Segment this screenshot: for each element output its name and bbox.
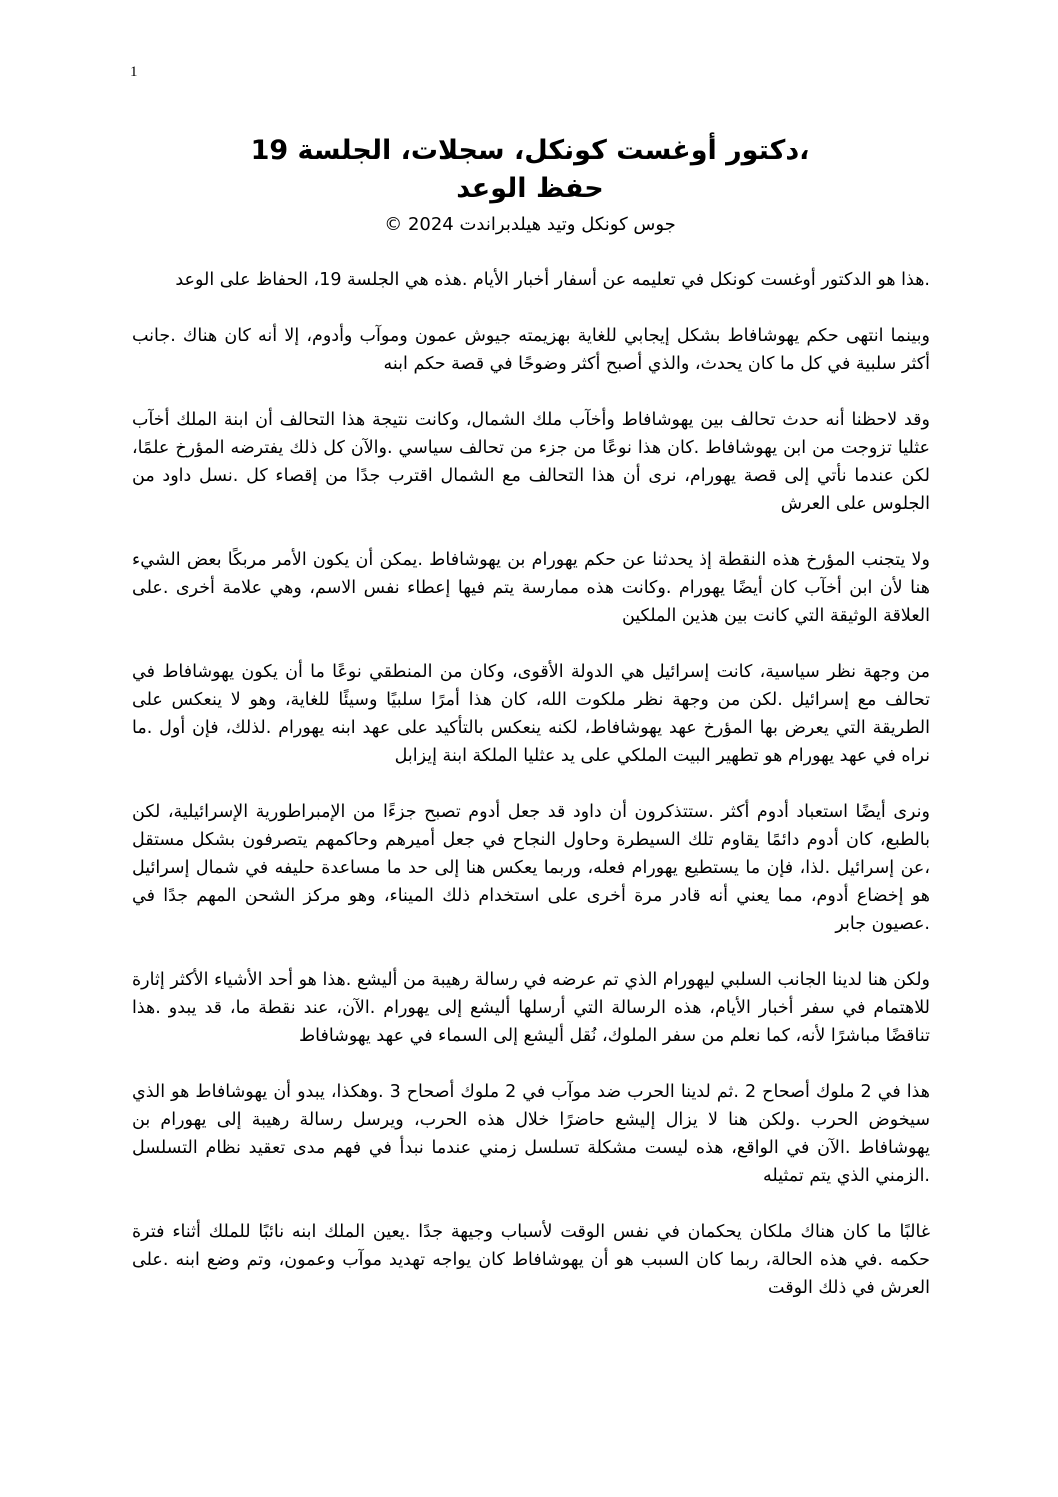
- title-block: [130, 132, 930, 240]
- document-body: [132, 266, 930, 1330]
- paragraph: وبينما انتهى حكم يهوشافاط بشكل إيجابي للغاية بهزيمته جيوش عمون وموآب وأدوم، إلا أنه كان هناك .جانب أكثر سلبية في كل ما كان يحدث، والذي أصبح أكثر وضوحًا في قصة حكم ابنه: [132, 326, 930, 374]
- paragraph: ونرى أيضًا استعباد أدوم أكثر .ستتذكرون أن داود قد جعل أدوم تصبح جزءًا من الإمبراطورية الإسرائيلية، لكن بالطبع، كان أدوم دائمًا يقاوم تلك السيطرة وحاول النجاح في جعل أميرهم وحاكمهم يتصرفون بشكل مستقل ،عن إسرائيل .لذا، فإن ما يستطيع يهورام فعله، وربما يعكس هنا إلى حد ما مساعدة حليفه في شمال إسرائيل هو إخضاع أدوم، مما يعني أنه قادر مرة أخرى على استخدام ذلك الميناء، وهو مركز الشحن المهم جدًا في .عصيون جابر: [132, 802, 930, 934]
- paragraph: ولكن هنا لدينا الجانب السلبي ليهورام الذي تم عرضه في رسالة رهيبة من أليشع .هذا هو أحد الأشياء الأكثر إثارة للاهتمام في سفر أخبار الأيام، هذه الرسالة التي أرسلها أليشع إلى يهورام .الآن، عند نقطة ما، قد يبدو .هذا تناقضًا مباشرًا لأنه، كما نعلم من سفر الملوك، نُقل أليشع إلى السماء في عهد يهوشافاط: [132, 970, 930, 1046]
- paragraph: ولا يتجنب المؤرخ هذه النقطة إذ يحدثنا عن حكم يهورام بن يهوشافاط .يمكن أن يكون الأمر مربكًا بعض الشيء هنا لأن ابن أخآب كان أيضًا يهورام .وكانت هذه ممارسة يتم فيها إعطاء نفس الاسم، وهي علامة أخرى .على العلاقة الوثيقة التي كانت بين هذين الملكين: [132, 550, 930, 626]
- paragraph: وقد لاحظنا أنه حدث تحالف بين يهوشافاط وأخآب ملك الشمال، وكانت نتيجة هذا التحالف أن ابنة الملك أخآب عثليا تزوجت من ابن يهوشافاط .كان هذا نوعًا من جزء من تحالف سياسي .والآن كل ذلك يفترضه المؤرخ علمًا، لكن عندما نأتي إلى قصة يهورام، نرى أن هذا التحالف مع الشمال اقترب جدًا من إقصاء كل .نسل داود من الجلوس على العرش: [132, 410, 930, 514]
- copyright-line: جوس كونكل وتيد هيلدبراندت 2024 ©: [384, 214, 676, 235]
- page-number: 1: [130, 64, 138, 80]
- paragraph: .هذا هو الدكتور أوغست كونكل في تعليمه عن أسفار أخبار الأيام .هذه هي الجلسة 19، الحفاظ على الوعد: [175, 270, 930, 290]
- document-title-line-1: ،دكتور أوغست كونكل، سجلات، الجلسة 19: [250, 135, 810, 166]
- paragraph: هذا في 2 ملوك أصحاح 2 .ثم لدينا الحرب ضد موآب في 2 ملوك أصحاح 3 .وهكذا، يبدو أن يهوشافاط هو الذي سيخوض الحرب .ولكن هنا لا يزال إليشع حاضرًا خلال هذه الحرب، ويرسل رسالة رهيبة إلى يهورام بن يهوشافاط .الآن في الواقع، هذه ليست مشكلة تسلسل زمني عندما نبدأ في فهم مدى تعقيد نظام التسلسل .الزمني الذي يتم تمثيله: [132, 1082, 930, 1186]
- paragraph: من وجهة نظر سياسية، كانت إسرائيل هي الدولة الأقوى، وكان من المنطقي نوعًا ما أن يكون يهوشافاط في تحالف مع إسرائيل .لكن من وجهة نظر ملكوت الله، كان هذا أمرًا سلبيًا وسيئًا للغاية، وهو لا ينعكس على الطريقة التي يعرض بها المؤرخ عهد يهوشافاط، لكنه ينعكس بالتأكيد على عهد ابنه يهورام .لذلك، فإن أول .ما نراه في عهد يهورام هو تطهير البيت الملكي على يد عثليا الملكة ابنة إيزابل: [132, 662, 930, 766]
- document-title-line-2: حفظ الوعد: [456, 173, 604, 204]
- paragraph: غالبًا ما كان هناك ملكان يحكمان في نفس الوقت لأسباب وجيهة جدًا .يعين الملك ابنه نائبًا للملك أثناء فترة حكمه .في هذه الحالة، ربما كان السبب هو أن يهوشافاط كان يواجه تهديد موآب وعمون، وتم وضع ابنه .على العرش في ذلك الوقت: [132, 1222, 930, 1298]
